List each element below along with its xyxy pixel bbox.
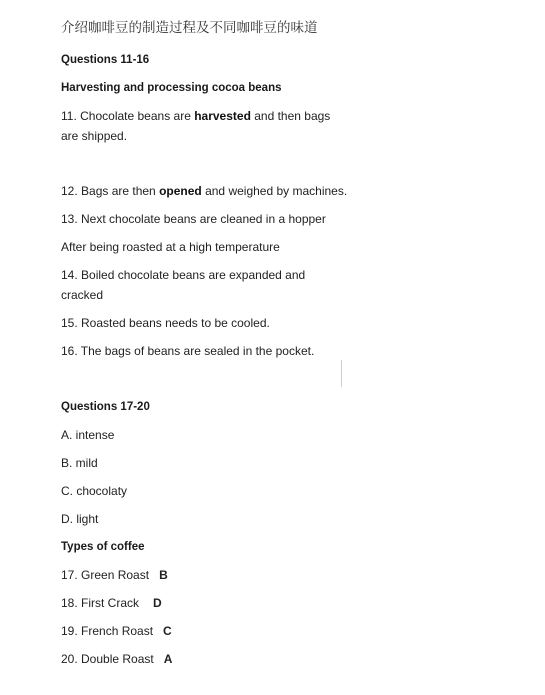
question-12-text-start: 12. Bags are then: [61, 184, 160, 198]
answer-19-value: C: [163, 624, 172, 638]
answer-19-label: 19. French Roast: [61, 624, 154, 638]
option-c: C. chocolaty: [61, 484, 128, 498]
question-11-keyword: harvested: [194, 109, 251, 123]
question-11: [61, 106, 331, 146]
answer-17: [61, 565, 168, 585]
types-of-coffee-heading: Types of coffee: [61, 541, 145, 553]
question-11-text-end: and then bags are shipped.: [61, 109, 331, 143]
question-15: 15. Roasted beans needs to be cooled.: [61, 316, 270, 330]
answer-20-value: A: [163, 652, 173, 666]
question-12: [61, 181, 347, 201]
page-title: 介绍咖啡豆的制造过程及不同咖啡豆的味道: [61, 20, 318, 36]
option-a: A. intense: [61, 428, 115, 442]
answer-18: [61, 593, 162, 613]
questions-17-20-heading: Questions 17-20: [61, 401, 150, 413]
option-b: B. mild: [61, 456, 98, 470]
roasting-note: After being roasted at a high temperature: [61, 240, 280, 254]
answer-20-label: 20. Double Roast: [61, 652, 154, 666]
harvesting-subheading: Harvesting and processing cocoa beans: [61, 82, 282, 94]
question-14: 14. Boiled chocolate beans are expanded and cracked: [61, 268, 306, 302]
option-d: D. light: [61, 512, 99, 526]
answer-17-value: B: [159, 568, 168, 582]
question-16: 16. The bags of beans are sealed in the pocket.: [61, 344, 315, 358]
answer-18-value: D: [153, 596, 162, 610]
answer-17-label: 17. Green Roast: [61, 568, 150, 582]
answer-20: [61, 649, 172, 669]
question-11-text-start: 11. Chocolate beans are: [61, 109, 195, 123]
text-cursor: [341, 360, 342, 387]
question-12-keyword: opened: [159, 184, 202, 198]
question-12-text-end: and weighed by machines.: [201, 184, 348, 198]
questions-11-16-heading: Questions 11-16: [61, 54, 150, 66]
question-13: 13. Next chocolate beans are cleaned in a hopper: [61, 212, 326, 226]
answer-19: [61, 621, 172, 641]
answer-18-label: 18. First Crack: [61, 596, 140, 610]
